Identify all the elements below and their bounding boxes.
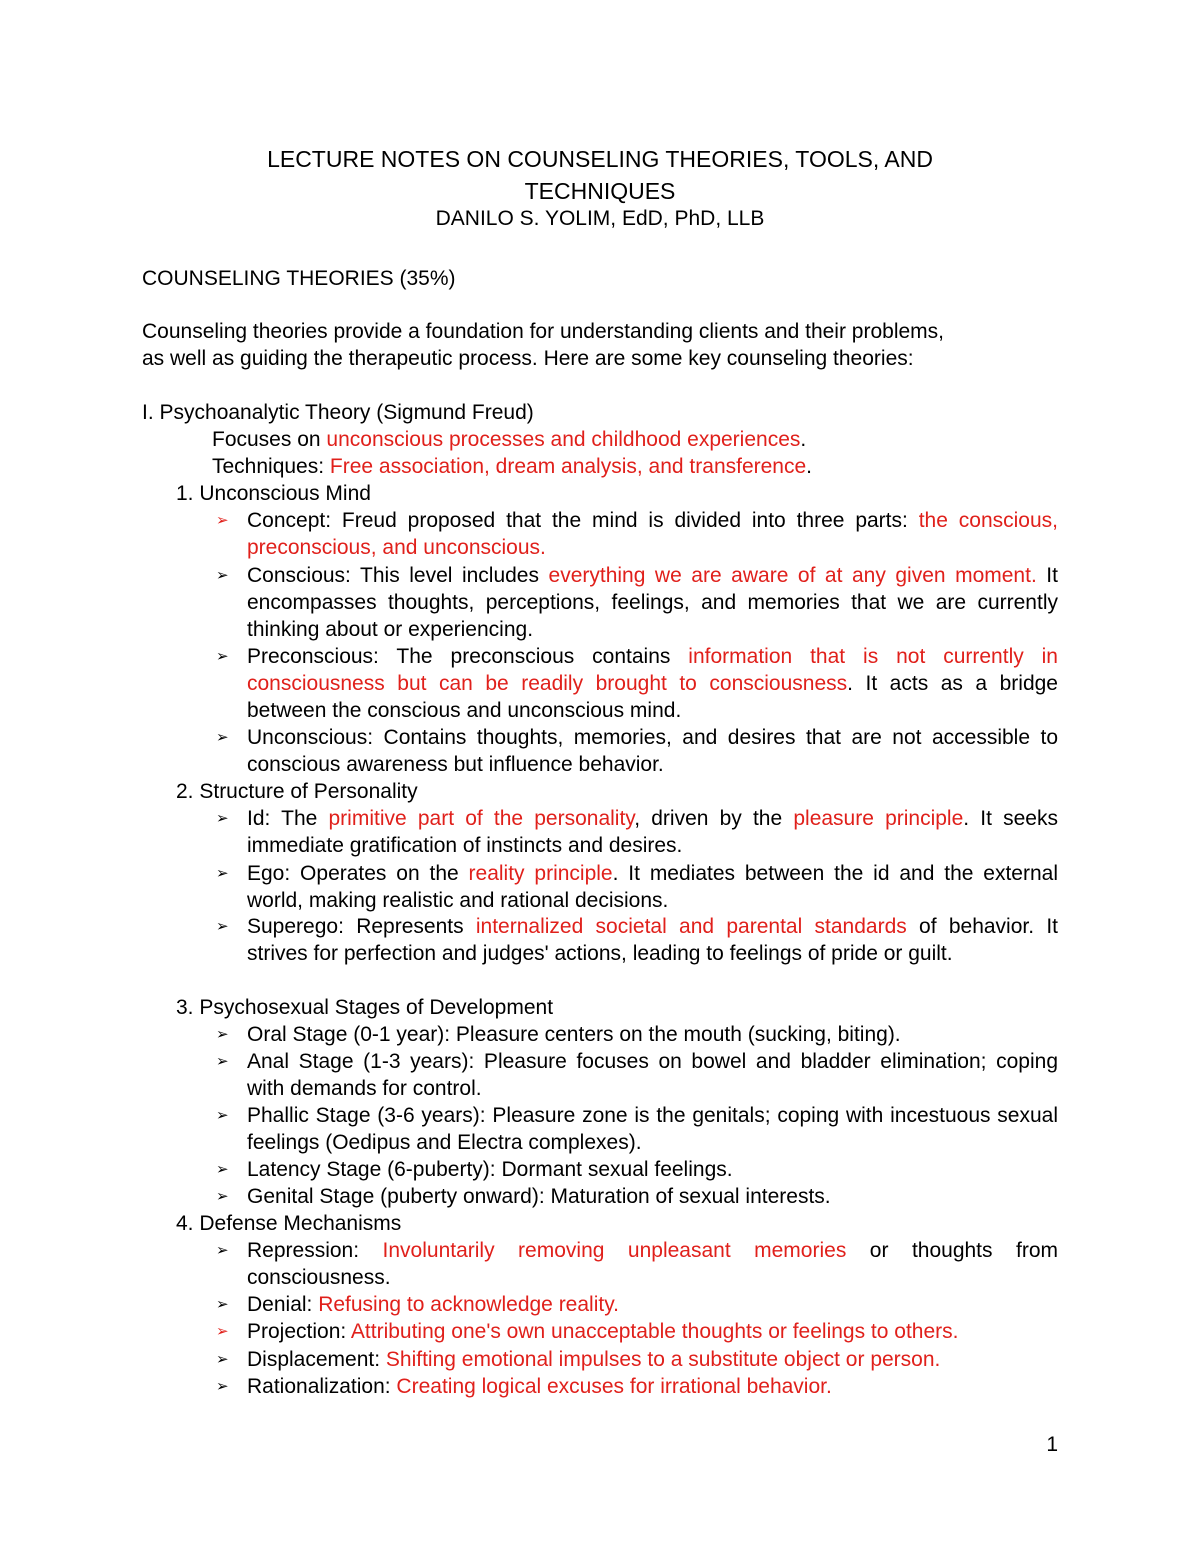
list-item	[216, 643, 1058, 724]
focus-label: Focuses on	[212, 428, 327, 451]
list-item	[216, 860, 1058, 914]
list-item	[216, 507, 1058, 561]
bullet-text: Repression:	[247, 1239, 383, 1262]
list-item	[216, 1048, 1058, 1102]
bullet-text: Superego: Represents	[247, 915, 476, 938]
bullet-highlight: pleasure principle	[793, 807, 964, 830]
bullet-text: . It acts as a bridge between the conscious and unconscious mind.	[247, 672, 1058, 722]
list-item	[216, 1291, 1058, 1318]
subheading-defense-mechanisms: 4. Defense Mechanisms	[176, 1212, 402, 1235]
bullet-highlight: primitive part of the personality	[328, 807, 635, 830]
arrow-bullet-icon: ➢	[216, 567, 229, 584]
techniques-line	[212, 453, 812, 480]
subheading-structure-of-personality: 2. Structure of Personality	[176, 780, 418, 803]
title-line-2: TECHNIQUES	[524, 178, 676, 204]
arrow-bullet-icon: ➢	[216, 648, 229, 665]
intro-line-2: as well as guiding the therapeutic process. Here are some key counseling theories:	[142, 347, 914, 370]
arrow-bullet-icon: ➢	[216, 1242, 229, 1259]
bullet-text: . It mediates between the id and the external world, making realistic and rational decisions.	[247, 862, 1058, 912]
bullet-highlight: Refusing to acknowledge reality.	[318, 1293, 619, 1316]
techniques-highlight: Free association, dream analysis, and transference	[329, 455, 807, 478]
list-item	[216, 1318, 1058, 1345]
bullet-highlight: Involuntarily removing unpleasant memories	[382, 1239, 847, 1262]
arrow-bullet-icon: ➢	[216, 918, 229, 935]
bullet-text: Rationalization:	[247, 1375, 397, 1398]
page-number: 1	[1046, 1433, 1058, 1456]
techniques-label: Techniques:	[212, 455, 330, 478]
arrow-bullet-icon: ➢	[216, 1026, 229, 1043]
bullet-text: . It seeks immediate gratification of instincts and desires.	[247, 807, 1058, 857]
bullet-text: Preconscious: The preconscious contains	[247, 645, 689, 668]
list-item	[216, 913, 1058, 967]
bullet-text: or thoughts from consciousness.	[247, 1239, 1058, 1289]
bullet-highlight: reality principle	[468, 862, 613, 885]
bullet-text: Concept: Freud proposed that the mind is divided into three parts:	[247, 509, 919, 532]
list-item	[216, 1237, 1058, 1291]
list-item	[216, 1373, 1058, 1400]
bullet-highlight: Attributing one's own unacceptable thoughts or feelings to others.	[350, 1320, 959, 1343]
arrow-bullet-icon: ➢	[216, 1296, 229, 1313]
author-line: DANILO S. YOLIM, EdD, PhD, LLB	[435, 207, 765, 230]
bullet-highlight: information that is not currently in consciousness but can be readily brought to consciousness	[247, 645, 1058, 695]
arrow-bullet-icon: ➢	[216, 1188, 229, 1205]
bullet-text: Denial:	[247, 1293, 319, 1316]
bullet-text: Genital Stage (puberty onward): Maturation of sexual interests.	[247, 1185, 831, 1208]
arrow-bullet-icon: ➢	[216, 512, 229, 529]
bullet-text: Displacement:	[247, 1348, 386, 1371]
bullet-text: Projection:	[247, 1320, 351, 1343]
list-item	[216, 805, 1058, 859]
bullet-text: Latency Stage (6-puberty): Dormant sexual feelings.	[247, 1158, 733, 1181]
list-item	[216, 562, 1058, 643]
list-item	[216, 1183, 1058, 1210]
techniques-end: .	[806, 455, 813, 478]
document-title	[142, 143, 1058, 207]
arrow-bullet-icon: ➢	[216, 1378, 229, 1395]
bullet-highlight: everything we are aware of at any given moment.	[548, 564, 1037, 587]
list-item	[216, 1346, 1058, 1373]
arrow-bullet-icon: ➢	[216, 1053, 229, 1070]
bullet-highlight: the conscious, preconscious, and unconscious.	[247, 509, 1058, 559]
focus-end: .	[800, 428, 807, 451]
focus-line	[212, 426, 806, 453]
bullet-text: Unconscious: Contains thoughts, memories, and desires that are not accessible to conscious awareness but influence behavior.	[247, 726, 1058, 776]
bullet-text: , driven by the	[634, 807, 794, 830]
arrow-bullet-icon: ➢	[216, 1107, 229, 1124]
bullet-text: Anal Stage (1-3 years): Pleasure focuses on bowel and bladder elimination; coping with demands for control.	[247, 1050, 1058, 1100]
bullet-highlight: internalized societal and parental standards	[475, 915, 907, 938]
bullet-text: Conscious: This level includes	[247, 564, 549, 587]
bullet-text: of behavior. It strives for perfection and judges' actions, leading to feelings of pride or guilt.	[247, 915, 1059, 965]
bullet-highlight: Creating logical excuses for irrational behavior.	[396, 1375, 832, 1398]
list-item	[216, 1021, 1058, 1048]
bullet-highlight: Shifting emotional impulses to a substitute object or person.	[385, 1348, 941, 1371]
title-line-1: LECTURE NOTES ON COUNSELING THEORIES, TOOLS, AND	[267, 146, 933, 172]
arrow-bullet-icon: ➢	[216, 729, 229, 746]
arrow-bullet-icon: ➢	[216, 865, 229, 882]
arrow-bullet-icon: ➢	[216, 1351, 229, 1368]
arrow-bullet-icon: ➢	[216, 1161, 229, 1178]
bullet-text: Phallic Stage (3-6 years): Pleasure zone is the genitals; coping with incestuous sexual feelings (Oedipus and Electra complexes).	[247, 1104, 1058, 1154]
focus-highlight: unconscious processes and childhood experiences	[326, 428, 801, 451]
bullet-text: Id: The	[247, 807, 329, 830]
bullet-text: It encompasses thoughts, perceptions, feelings, and memories that we are currently thinking about or experiencing.	[247, 564, 1058, 641]
theory-heading: I. Psychoanalytic Theory (Sigmund Freud)	[142, 401, 534, 424]
section-heading: COUNSELING THEORIES (35%)	[142, 267, 456, 290]
bullet-text: Oral Stage (0-1 year): Pleasure centers on the mouth (sucking, biting).	[247, 1023, 901, 1046]
list-item	[216, 1102, 1058, 1156]
subheading-unconscious-mind: 1. Unconscious Mind	[176, 482, 371, 505]
list-item	[216, 724, 1058, 778]
bullet-text: Ego: Operates on the	[247, 862, 469, 885]
arrow-bullet-icon: ➢	[216, 810, 229, 827]
list-item	[216, 1156, 1058, 1183]
arrow-bullet-icon: ➢	[216, 1323, 229, 1340]
intro-line-1: Counseling theories provide a foundation for understanding clients and their problems,	[142, 320, 944, 343]
subheading-psychosexual-stages: 3. Psychosexual Stages of Development	[176, 996, 554, 1019]
